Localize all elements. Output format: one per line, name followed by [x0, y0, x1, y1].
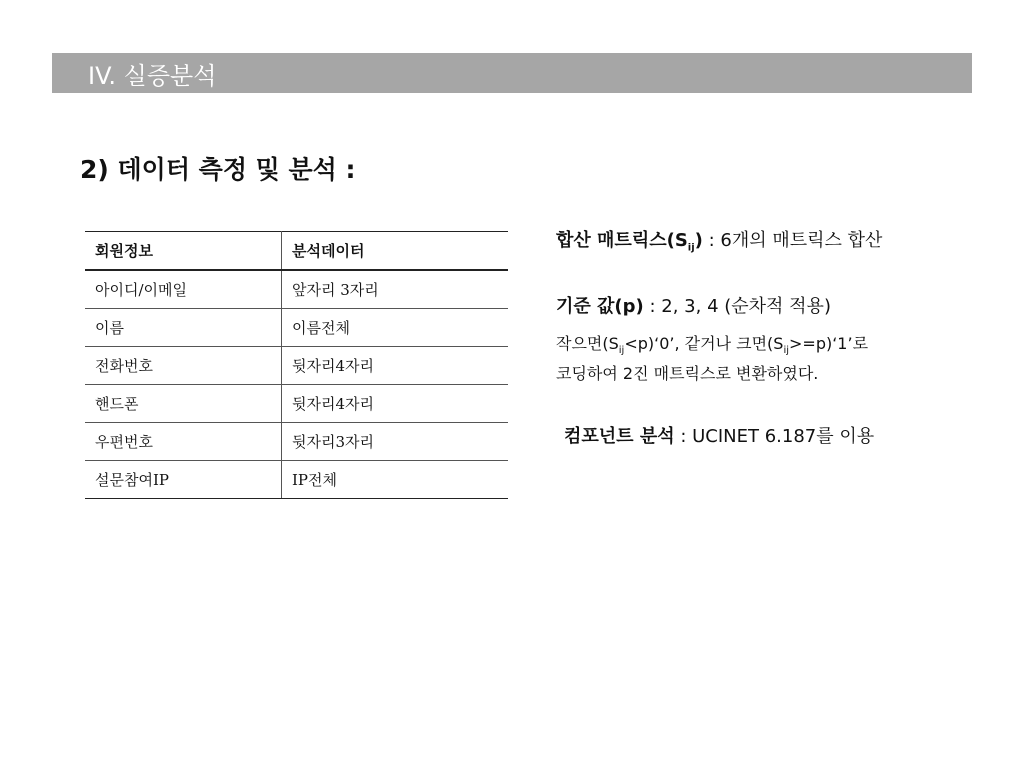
coding-note-line-1: 작으면$(S_{ij}<p)‘0$’, 같거나 크면$(S_{ij}>=p)‘1$’로	[556, 334, 869, 357]
table-cell: 앞자리 3자리	[282, 270, 509, 309]
matrix-sum-text: : 6개의 매트릭스 합산	[702, 230, 883, 251]
table-row	[85, 347, 508, 385]
table-row	[85, 270, 508, 309]
data-table	[85, 231, 508, 499]
table-cell: 뒷자리4자리	[282, 385, 509, 423]
threshold-note	[556, 292, 831, 318]
table-row	[85, 423, 508, 461]
threshold-text: : 2, 3, 4 (순차적 적용)	[643, 296, 831, 317]
matrix-sum-note	[556, 226, 882, 254]
table-cell: 전화번호	[85, 347, 282, 385]
table-cell: 핸드폰	[85, 385, 282, 423]
component-analysis-note	[564, 422, 874, 448]
table-cell: 뒷자리4자리	[282, 347, 509, 385]
header-bar	[52, 53, 972, 93]
component-analysis-text: : UCINET 6.187를 이용	[674, 426, 875, 447]
table-cell: 우편번호	[85, 423, 282, 461]
threshold-label: 기준 값(p)	[556, 296, 644, 317]
table-cell: 이름	[85, 309, 282, 347]
table-cell: IP전체	[282, 461, 509, 499]
table-row	[85, 385, 508, 423]
table-header-row	[85, 232, 508, 271]
table-cell: 아이디/이메일	[85, 270, 282, 309]
table-cell: 이름전체	[282, 309, 509, 347]
table-row	[85, 309, 508, 347]
table-cell: 뒷자리3자리	[282, 423, 509, 461]
column-header-member-info: 회원정보	[85, 232, 282, 271]
component-analysis-label: 컴포넌트 분석	[564, 426, 675, 447]
table-cell: 설문참여IP	[85, 461, 282, 499]
table-row	[85, 461, 508, 499]
page-title: IV. 실증분석	[88, 62, 217, 90]
section-title: 2) 데이터 측정 및 분석 :	[80, 155, 356, 184]
column-header-analysis-data: 분석데이터	[282, 232, 509, 271]
matrix-sum-label: 합산 매트릭스$(S_{ij})$	[556, 230, 703, 254]
coding-note-line-2: 코딩하여 2진 매트릭스로 변환하였다.	[556, 364, 819, 383]
